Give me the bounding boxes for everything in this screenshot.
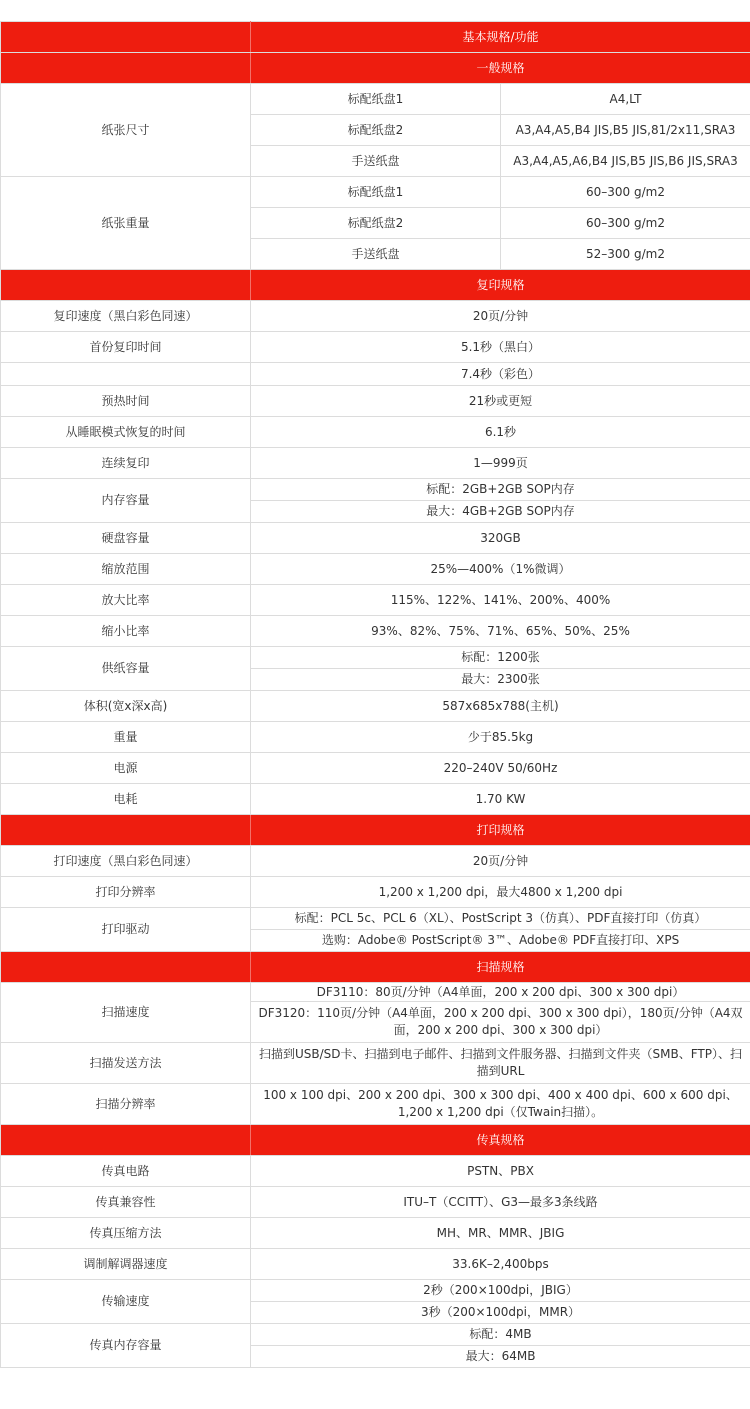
spec-table [0,21,750,1368]
table-row [1,363,750,386]
table-row [1,386,750,417]
sleep-recovery-value: 6.1秒 [251,417,750,448]
header-scan-title: 扫描规格 [251,952,750,983]
paper-capacity-std: 标配：1200张 [251,647,750,669]
fax-compat-label: 传真兼容性 [1,1187,251,1218]
paper-weight-sub: 手送纸盘 [251,239,501,270]
power-label: 电源 [1,753,251,784]
header-fax-left [1,1125,251,1156]
fax-transmit-label: 传输速度 [1,1280,251,1324]
table-row [1,417,750,448]
fax-memory-max: 最大：64MB [251,1346,750,1368]
reduce-label: 缩小比率 [1,616,251,647]
paper-capacity-max: 最大：2300张 [251,669,750,691]
warmup-value: 21秒或更短 [251,386,750,417]
table-row [1,554,750,585]
table-row [1,1187,750,1218]
print-resolution-label: 打印分辨率 [1,877,251,908]
table-row [1,753,750,784]
scan-resolution-value: 100 x 100 dpi、200 x 200 dpi、300 x 300 dpi、400 x 400 dpi、600 x 600 dpi、1,200 x 1,200 dpi（仅Twain扫描）。 [251,1084,750,1125]
paper-size-label: 纸张尺寸 [1,84,251,177]
header-fax [1,1125,750,1156]
table-row [1,301,750,332]
paper-weight-sub: 标配纸盘2 [251,208,501,239]
table-row [1,784,750,815]
table-row [1,177,750,208]
fax-transmit-jbig: 2秒（200×100dpi，JBIG） [251,1280,750,1302]
scan-send-label: 扫描发送方法 [1,1043,251,1084]
paper-size-sub: 标配纸盘1 [251,84,501,115]
table-row [1,1084,750,1125]
first-copy-value: 5.1秒（黑白） [251,332,750,363]
fax-compression-label: 传真压缩方法 [1,1218,251,1249]
scan-speed-df3120: DF3120：110页/分钟（A4单面，200 x 200 dpi、300 x 300 dpi），180页/分钟（A4双面，200 x 200 dpi、300 x 300 dpi） [251,1002,750,1043]
power-value: 220–240V 50/60Hz [251,753,750,784]
hdd-label: 硬盘容量 [1,523,251,554]
table-row [1,647,750,669]
table-row [1,722,750,753]
table-row [1,332,750,363]
top-spacer [0,0,750,21]
fax-memory-std: 标配：4MB [251,1324,750,1346]
scan-speed-df3110: DF3110：80页/分钟（A4单面，200 x 200 dpi、300 x 300 dpi） [251,983,750,1002]
print-driver-option: 选购：Adobe® PostScript® 3™、Adobe® PDF直接打印、XPS [251,930,750,952]
header-copy [1,270,750,301]
header-fax-title: 传真规格 [251,1125,750,1156]
table-row [1,691,750,722]
table-row [1,1043,750,1084]
zoom-range-value: 25%—400%（1%微调） [251,554,750,585]
warmup-label: 预热时间 [1,386,251,417]
header-general [1,53,750,84]
consumption-value: 1.70 KW [251,784,750,815]
table-row [1,1280,750,1302]
table-row [1,448,750,479]
memory-label: 内存容量 [1,479,251,523]
enlarge-label: 放大比率 [1,585,251,616]
continuous-value: 1—999页 [251,448,750,479]
table-row [1,84,750,115]
header-basic-left [1,22,251,53]
paper-weight-value: 60–300 g/m2 [501,177,750,208]
hdd-value: 320GB [251,523,750,554]
paper-size-sub: 手送纸盘 [251,146,501,177]
scan-send-value: 扫描到USB/SD卡、扫描到电子邮件、扫描到文件服务器、扫描到文件夹（SMB、FTP）、扫描到URL [251,1043,750,1084]
fax-circuit-label: 传真电路 [1,1156,251,1187]
sleep-recovery-label: 从睡眠模式恢复的时间 [1,417,251,448]
table-row [1,908,750,930]
first-copy-value-color: 7.4秒（彩色） [251,363,750,386]
table-row [1,1324,750,1346]
table-row [1,1218,750,1249]
zoom-range-label: 缩放范围 [1,554,251,585]
memory-value-std: 标配：2GB+2GB SOP内存 [251,479,750,501]
memory-value-max: 最大：4GB+2GB SOP内存 [251,501,750,523]
volume-value: 587x685x788(主机) [251,691,750,722]
copy-speed-label: 复印速度（黑白彩色同速） [1,301,251,332]
header-basic-title: 基本规格/功能 [251,22,750,53]
header-general-title: 一般规格 [251,53,750,84]
header-copy-left [1,270,251,301]
fax-compat-value: ITU–T（CCITT）、G3—最多3条线路 [251,1187,750,1218]
print-driver-label: 打印驱动 [1,908,251,952]
copy-speed-value: 20页/分钟 [251,301,750,332]
volume-label: 体积(宽x深x高) [1,691,251,722]
header-scan-left [1,952,251,983]
header-copy-title: 复印规格 [251,270,750,301]
enlarge-value: 115%、122%、141%、200%、400% [251,585,750,616]
header-print-title: 打印规格 [251,815,750,846]
paper-weight-value: 52–300 g/m2 [501,239,750,270]
reduce-value: 93%、82%、75%、71%、65%、50%、25% [251,616,750,647]
fax-circuit-value: PSTN、PBX [251,1156,750,1187]
fax-transmit-mmr: 3秒（200×100dpi，MMR） [251,1302,750,1324]
table-row [1,479,750,501]
table-row [1,1249,750,1280]
first-copy-label-empty [1,363,251,386]
print-driver-std: 标配：PCL 5c、PCL 6（XL）、PostScript 3（仿真）、PDF直接打印（仿真） [251,908,750,930]
weight-value: 少于85.5kg [251,722,750,753]
table-row [1,1156,750,1187]
fax-compression-value: MH、MR、MMR、JBIG [251,1218,750,1249]
paper-size-value: A3,A4,A5,A6,B4 JIS,B5 JIS,B6 JIS,SRA3 [501,146,750,177]
paper-size-sub: 标配纸盘2 [251,115,501,146]
header-general-left [1,53,251,84]
paper-capacity-label: 供纸容量 [1,647,251,691]
paper-weight-sub: 标配纸盘1 [251,177,501,208]
print-speed-label: 打印速度（黑白彩色同速） [1,846,251,877]
table-row [1,616,750,647]
paper-weight-label: 纸张重量 [1,177,251,270]
table-row [1,523,750,554]
header-basic [1,22,750,53]
table-row [1,846,750,877]
table-row [1,877,750,908]
print-speed-value: 20页/分钟 [251,846,750,877]
weight-label: 重量 [1,722,251,753]
paper-size-value: A4,LT [501,84,750,115]
fax-modem-label: 调制解调器速度 [1,1249,251,1280]
continuous-label: 连续复印 [1,448,251,479]
table-row [1,585,750,616]
header-print [1,815,750,846]
scan-speed-label: 扫描速度 [1,983,251,1043]
table-row [1,983,750,1002]
fax-modem-value: 33.6K–2,400bps [251,1249,750,1280]
header-print-left [1,815,251,846]
header-scan [1,952,750,983]
print-resolution-value: 1,200 x 1,200 dpi，最大4800 x 1,200 dpi [251,877,750,908]
scan-resolution-label: 扫描分辨率 [1,1084,251,1125]
first-copy-label: 首份复印时间 [1,332,251,363]
paper-weight-value: 60–300 g/m2 [501,208,750,239]
paper-size-value: A3,A4,A5,B4 JIS,B5 JIS,81/2x11,SRA3 [501,115,750,146]
fax-memory-label: 传真内存容量 [1,1324,251,1368]
consumption-label: 电耗 [1,784,251,815]
